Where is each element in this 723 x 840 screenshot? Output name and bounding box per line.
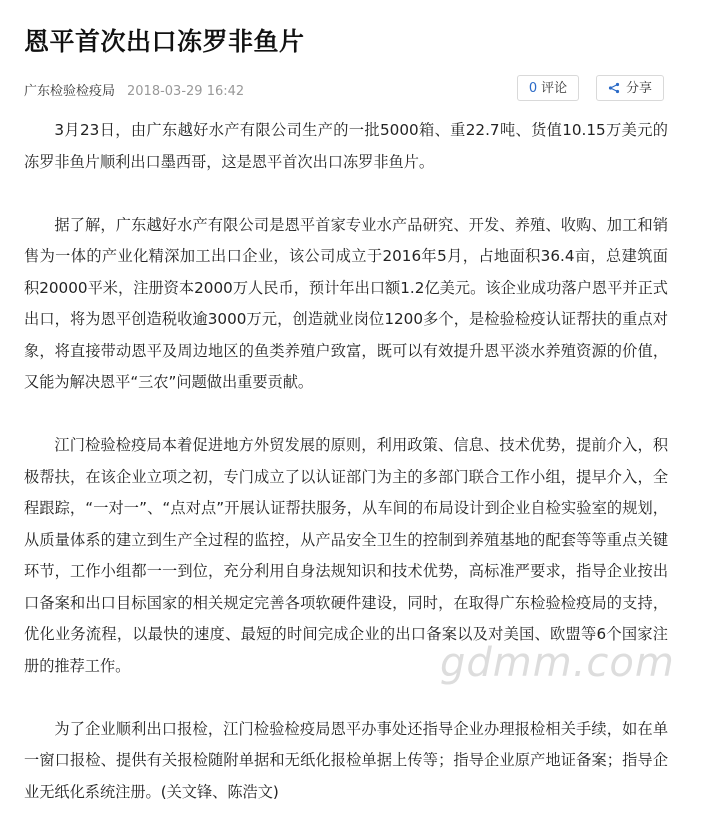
article-title: 恩平首次出口冻罗非鱼片 [24, 27, 305, 56]
paragraph: 江门检验检疫局本着促进地方外贸发展的原则，利用政策、信息、技术优势，提前介入，积极帮扶，在该企业立项之初，专门成立了以认证部门为主的多部门联合工作小组，提早介入，全程跟踪，“一对一”、“点对点”开展认证帮扶服务，从车间的布局设计到企业自检实验室的规划，从质量体系的建立到生产全过程的监控，从产品安全卫生的控制到养殖基地的配套等等重点关键环节，工作小组都一一到位，充分利用自身法规知识和技术优势，高标准严要求，指导企业按出口备案和出口目标国家的相关规定完善各项软硬件建设，同时，在取得广东检验检疫局的支持，优化业务流程，以最快的速度、最短的时间完成企业的出口备案以及对美国、欧盟等6个国家注册的推荐工作。 [24, 436, 668, 675]
watermark: gdmm.com [440, 640, 675, 686]
share-button[interactable] [596, 75, 664, 101]
comment-button[interactable] [517, 75, 579, 101]
comment-label: 评论 [541, 81, 568, 96]
article-body [24, 115, 668, 840]
article-date: 2018-03-29 16:42 [127, 84, 245, 99]
paragraph: 3月23日，由广东越好水产有限公司生产的一批5000箱、重22.7吨、货值10.15万美元的冻罗非鱼片顺利出口墨西哥，这是恩平首次出口冻罗非鱼片。 [24, 121, 668, 171]
comment-count: 0 [528, 81, 538, 96]
article-meta [24, 80, 244, 99]
paragraph: 为了企业顺利出口报检，江门检验检疫局恩平办事处还指导企业办理报检相关手续，如在单一窗口报检、提供有关报检随附单据和无纸化报检单据上传等；指导企业原产地证备案；指导企业无纸化系统注册。(关文锋、陈浩文) [24, 719, 668, 801]
paragraph: 据了解，广东越好水产有限公司是恩平首家专业水产品研究、开发、养殖、收购、加工和销售为一体的产业化精深加工出口企业，该公司成立于2016年5月，占地面积36.4亩，总建筑面积20000平米，注册资本2000万人民币，预计年出口额1.2亿美元。该企业成功落户恩平并正式出口，将为恩平创造税收逾3000万元，创造就业岗位1200多个，是检验检疫认证帮扶的重点对象，将直接带动恩平及周边地区的鱼类养殖户致富，既可以有效提升恩平淡水养殖资源的价值，又能为解决恩平“三农”问题做出重要贡献。 [24, 215, 668, 391]
share-icon [608, 82, 620, 94]
article-source[interactable]: 广东检验检疫局 [24, 84, 116, 99]
share-label: 分享 [625, 81, 652, 96]
